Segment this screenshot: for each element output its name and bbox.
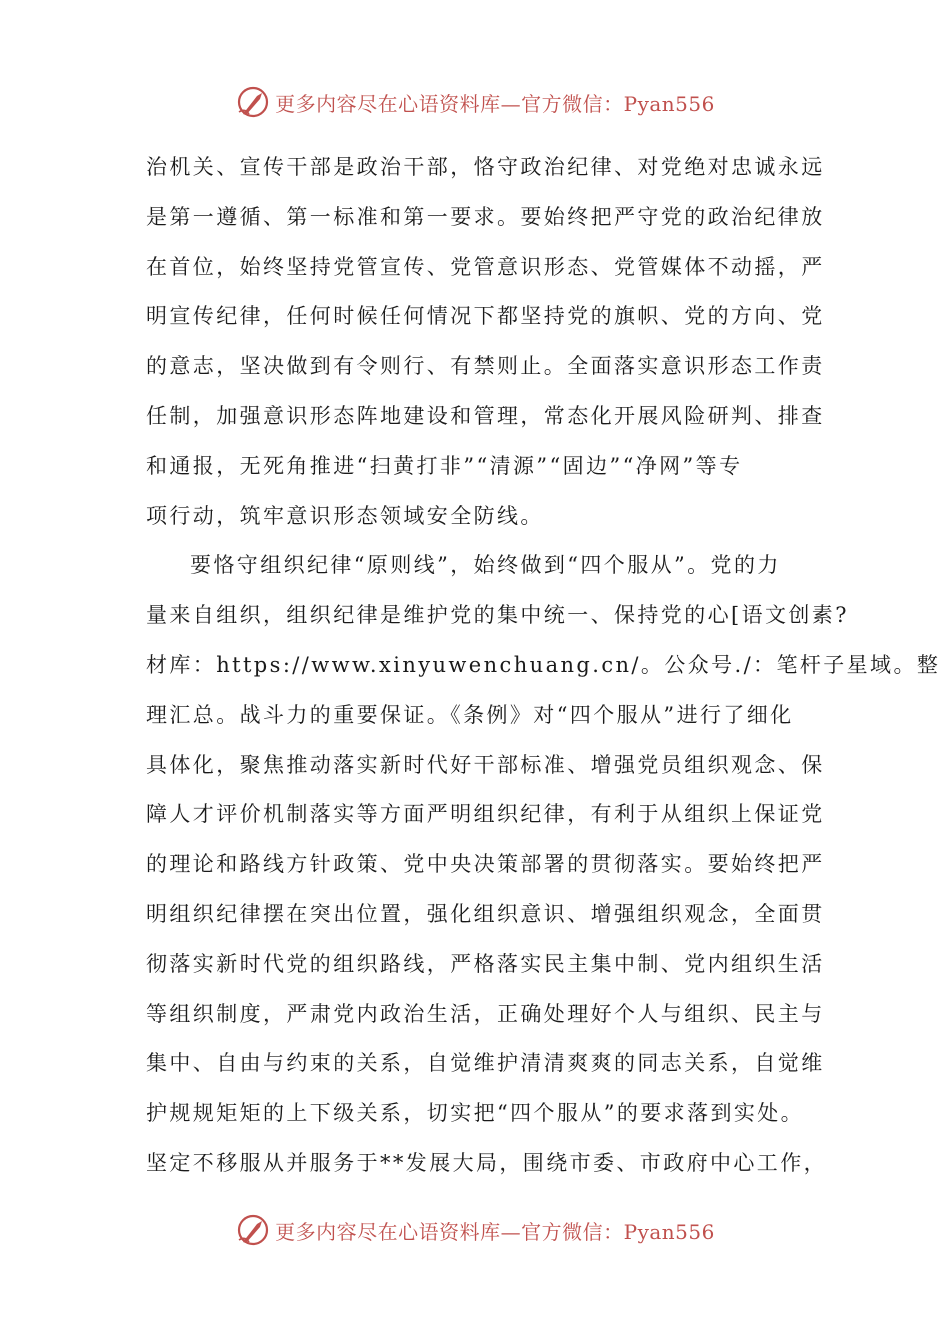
text-line: 任制，加强意识形态阵地建设和管理，常态化开展风险研判、排查 <box>146 403 825 428</box>
header-banner-text: 更多内容尽在心语资料库—官方微信：Pyan556 <box>275 91 715 116</box>
text-line: 障人才评价机制落实等方面严明组织纪律，有利于从组织上保证党 <box>146 802 825 827</box>
text-line: 的理论和路线方针政策、党中央决策部署的贯彻落实。要始终把严 <box>146 852 825 877</box>
text-line: 理汇总。战斗力的重要保证。《条例》对“四个服从”进行了细化 <box>146 702 794 727</box>
text-line: 的意志，坚决做到有令则行、有禁则止。全面落实意识形态工作责 <box>146 354 825 379</box>
text-line: 等组织制度，严肃党内政治生活，正确处理好个人与组织、民主与 <box>146 1001 825 1026</box>
text-line: 坚定不移服从并服务于**发展大局，围绕市委、市政府中心工作， <box>146 1150 827 1175</box>
footer-banner <box>0 1208 950 1252</box>
text-line: 彻落实新时代党的组织路线，严格落实民主集中制、党内组织生活 <box>146 951 825 976</box>
document-body <box>146 143 941 1189</box>
text-line: 治机关、宣传干部是政治干部，恪守政治纪律、对党绝对忠诚永远 <box>146 155 825 179</box>
text-line: 在首位，始终坚持党管宣传、党管意识形态、党管媒体不动摇，严 <box>146 254 825 279</box>
text-line: 项行动，筑牢意识形态领域安全防线。 <box>146 503 544 528</box>
text-line: 集中、自由与约束的关系，自觉维护清清爽爽的同志关系，自觉维 <box>146 1051 825 1076</box>
text-line: 材库：https://www.xinyuwenchuang.cn/。公众号./：笔杆子星域。整 <box>146 652 941 677</box>
text-line: 是第一遵循、第一标准和第一要求。要始终把严守党的政治纪律放 <box>146 204 825 229</box>
pen-nib-circle-logo-icon <box>235 84 271 120</box>
footer-banner-text: 更多内容尽在心语资料库—官方微信：Pyan556 <box>275 1219 715 1244</box>
pen-nib-circle-logo-icon <box>235 1212 271 1248</box>
header-banner <box>0 80 950 124</box>
text-line: 明组织纪律摆在突出位置，强化组织意识、增强组织观念，全面贯 <box>146 901 825 926</box>
text-line: 和通报，无死角推进“扫黄打非”“清源”“固边”“净网”等专 <box>146 453 743 478</box>
text-line: 明宣传纪律，任何时候任何情况下都坚持党的旗帜、党的方向、党 <box>146 304 825 329</box>
text-line: 具体化，聚焦推动落实新时代好干部标准、增强党员组织观念、保 <box>146 752 825 777</box>
text-line: 量来自组织，组织纪律是维护党的集中统一、保持党的心[语文创素? <box>146 603 849 628</box>
paragraph-start-line: 要恪守组织纪律“原则线”，始终做到“四个服从”。党的力 <box>190 553 781 578</box>
text-line: 护规规矩矩的上下级关系，切实把“四个服从”的要求落到实处。 <box>146 1101 805 1126</box>
